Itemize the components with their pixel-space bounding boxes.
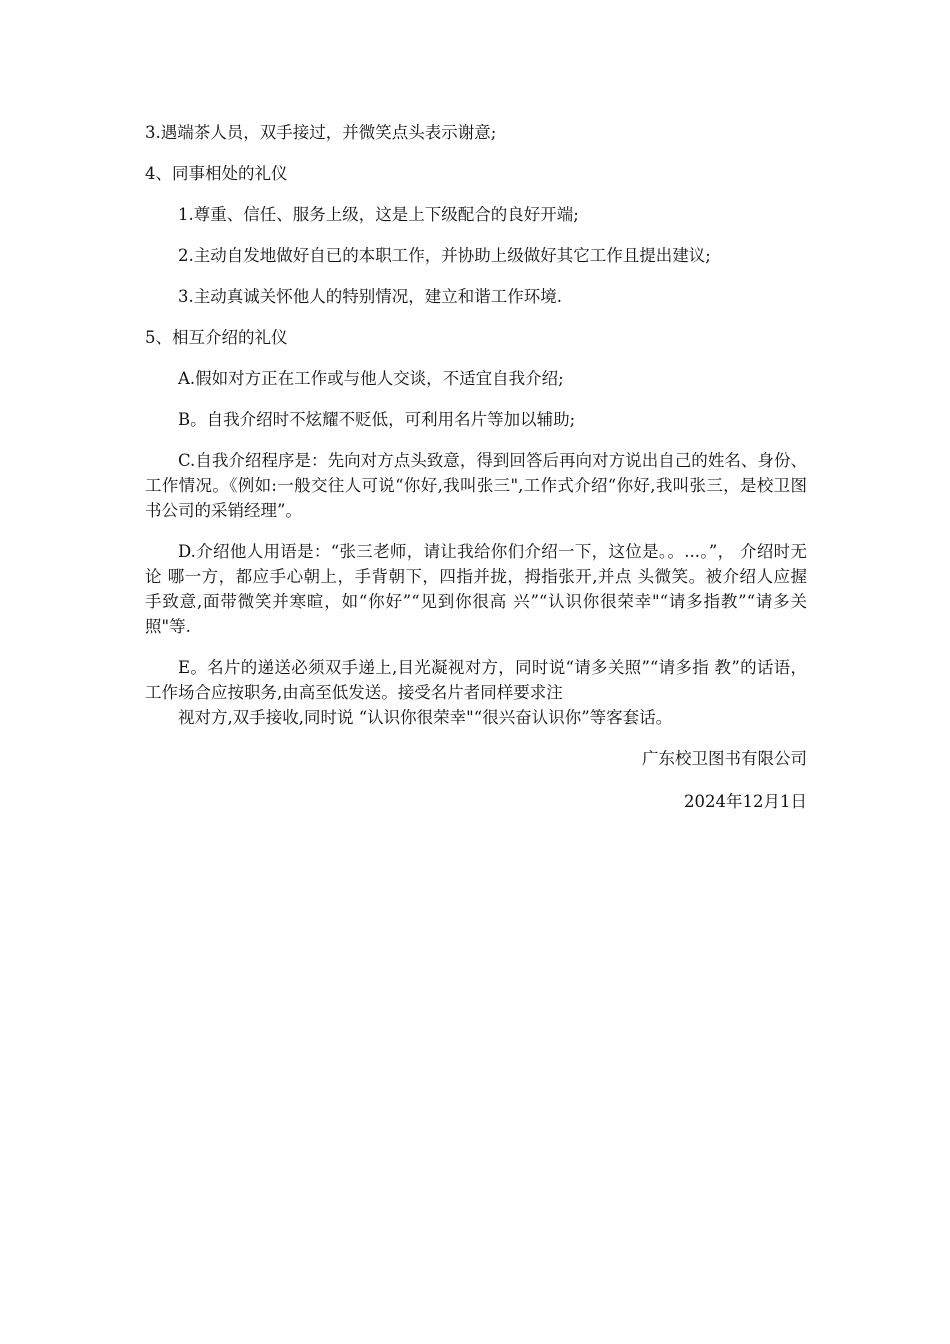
paragraph-care-for-others: 3.主动真诚关怀他人的特别情况，建立和谐工作环境. [178,287,562,306]
signature-company: 广东校卫图书有限公司 [642,749,807,768]
paragraph-tea-etiquette: 3.遇端茶人员，双手接过，并微笑点头表示谢意; [145,123,497,142]
paragraph-intro-d: D.介绍他人用语是：“张三老师，请让我给你们介绍一下，这位是。。...。”， 介绍时无论 哪一方，都应手心朝上，手背朝下，四指并拢，拇指张开,并点 头微笑。被介绍人应握 手致意,面带微笑并寒暄，如“你好”“见到你很高 兴”“认识你很荣幸"“请多指教”“请多关照"等. [145,542,807,636]
paragraph-respect-superiors: 1.尊重、信任、服务上级，这是上下级配合的良好开端; [178,205,579,224]
paragraph-intro-e-line-2: 视对方,双手接收,同时说 “认识你很荣幸"“很兴奋认识你”等客套话。 [178,708,673,727]
paragraph-intro-e [145,655,807,730]
paragraph-do-own-work: 2.主动自发地做好自已的本职工作，并协助上级做好其它工作且提出建议; [178,246,711,265]
document-body [145,120,807,830]
paragraph-intro-b: B。自我介绍时不炫耀不贬低，可利用名片等加以辅助; [178,410,576,429]
paragraph-intro-c: C.自我介绍程序是：先向对方点头致意，得到回答后再向对方说出自己的姓名、身份、工作情况。《例如:一般交往人可说“你好,我叫张三",工作式介绍“你好,我叫张三，是校卫图书公司的采销经理”。 [145,451,807,520]
paragraph-intro-a: A.假如对方正在工作或与他人交谈，不适宜自我介绍; [178,369,564,388]
section-heading-colleague-etiquette: 4、同事相处的礼仪 [145,164,288,183]
section-heading-introduction-etiquette: 5、相互介绍的礼仪 [145,328,288,347]
paragraph-intro-e-line-1: E。名片的递送必须双手递上,目光凝视对方，同时说“请多关照”“请多指 教”的话语， 工作场合应按职务,由高至低发送。接受名片者同样要求注 [145,658,807,702]
signature-date: 2024年12月1日 [684,792,807,811]
